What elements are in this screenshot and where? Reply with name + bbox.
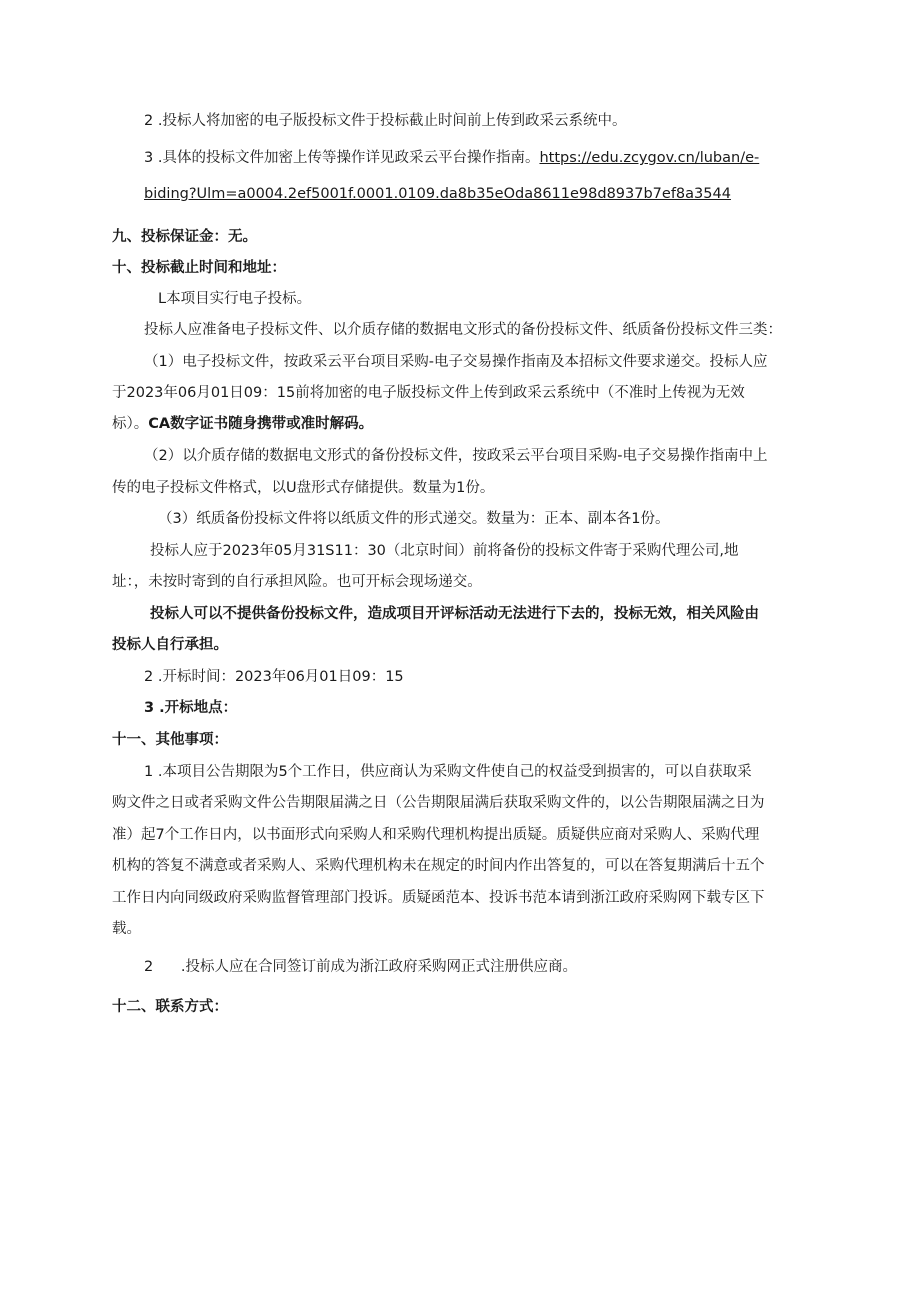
section10-p7-line1: 投标人可以不提供备份投标文件，造成项目开评标活动无法进行下去的，投标无效，相关风险由 <box>150 606 759 622</box>
section10-p4-line1: （2）以介质存储的数据电文形式的备份投标文件，按政采云平台项目采购-电子交易操作指南中上 <box>144 448 768 464</box>
section11-item1-line2: 购文件之日或者采购文件公告期限届满之日（公告期限届满后获取采购文件的，以公告期限届满之日为 <box>112 795 765 811</box>
section10-item3: 3 .开标地点： <box>144 700 238 716</box>
section11-heading: 十一、其他事项： <box>112 732 228 748</box>
section8-item3 <box>144 148 844 168</box>
section10-p4-line2: 传的电子投标文件格式，以U盘形式存储提供。数量为1份。 <box>112 480 495 496</box>
section10-p3-line2: 于2023年06月01日09：15前将加密的电子版投标文件上传到政采云系统中（不准时上传视为无效 <box>112 385 745 401</box>
section11-item1-line1: 1 .本项目公告期限为5个工作日，供应商认为采购文件使自己的权益受到损害的，可以自获取采 <box>144 764 752 780</box>
section10-p3-line3 <box>112 414 812 434</box>
section10-p3-line1: （1）电子投标文件，按政采云平台项目采购-电子交易操作指南及本招标文件要求递交。投标人应 <box>144 354 768 370</box>
section11-item1-line6: 载。 <box>112 921 141 937</box>
section10-p3-line3b: CA数字证书随身携带或准时解码。 <box>148 416 374 432</box>
section10-item2: 2 .开标时间：2023年06月01日09：15 <box>144 669 404 685</box>
section11-item1-line3: 准）起7个工作日内，以书面形式向采购人和采购代理机构提出质疑。质疑供应商对采购人、采购代理 <box>112 827 760 843</box>
section10-p5: （3）纸质备份投标文件将以纸质文件的形式递交。数量为：正本、副本各1份。 <box>158 511 670 527</box>
section10-p3-line3a: 标）。 <box>112 416 149 432</box>
section8-item2: 2 .投标人将加密的电子版投标文件于投标截止时间前上传到政采云系统中。 <box>144 113 627 129</box>
section9-heading: 九、投标保证金：无。 <box>112 229 257 245</box>
section8-item3-link-cont <box>144 184 844 204</box>
section10-heading: 十、投标截止时间和地址： <box>112 260 286 276</box>
platform-guide-link[interactable]: https://edu.zcygov.cn/luban/e- <box>539 150 760 166</box>
section10-p7-line2: 投标人自行承担。 <box>112 637 228 653</box>
section12-heading: 十二、联系方式： <box>112 999 228 1015</box>
section11-item1-line5: 工作日内向同级政府采购监督管理部门投诉。质疑函范本、投诉书范本请到浙江政府采购网下载专区下 <box>112 890 765 906</box>
platform-guide-link-cont[interactable]: biding?Ulm=a0004.2ef5001f.0001.0109.da8b35eOda8611e98d8937b7ef8a3544 <box>144 186 731 202</box>
section11-item1-line4: 机构的答复不满意或者采购人、采购代理机构未在规定的时间内作出答复的，可以在答复期满后十五个 <box>112 858 765 874</box>
section8-item3-text: 3 .具体的投标文件加密上传等操作详见政采云平台操作指南。 <box>144 150 540 166</box>
section11-item2: 2 .投标人应在合同签订前成为浙江政府采购网正式注册供应商。 <box>144 959 577 975</box>
section10-p2: 投标人应准备电子投标文件、以介质存储的数据电文形式的备份投标文件、纸质备份投标文件三类： <box>144 322 782 338</box>
section10-p6-line1: 投标人应于2023年05月31S11：30（北京时间）前将备份的投标文件寄于采购代理公司,地 <box>150 543 739 559</box>
section10-p1: L本项目实行电子投标。 <box>158 291 312 307</box>
section10-p6-line2: 址：，未按时寄到的自行承担风险。也可开标会现场递交。 <box>112 574 482 590</box>
